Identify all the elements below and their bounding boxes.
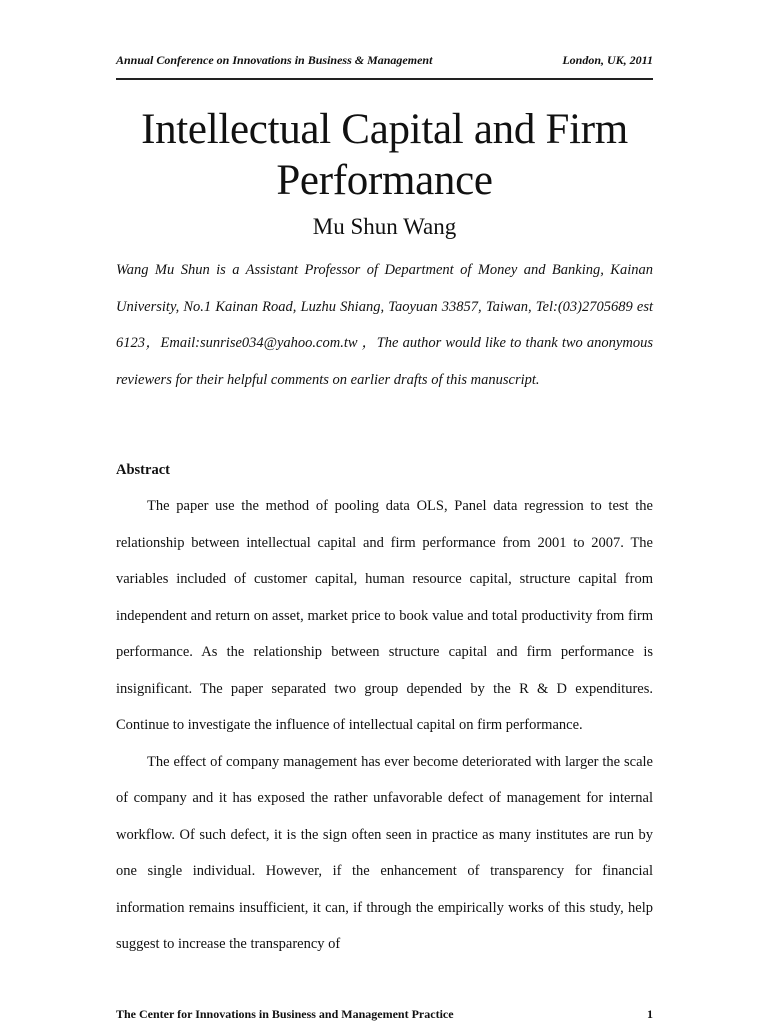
abstract-body: [116, 488, 653, 963]
author-affiliation-note: Wang Mu Shun is a Assistant Professor of Department of Money and Banking, Kainan University, No.1 Kainan Road, Luzhu Shiang, Taoyuan 33857, Taiwan, Tel:(03)2705689 est 6123，Email:sunrise034@yahoo.com.tw ，The author would like to thank two anonymous reviewers for their helpful comments on earlier drafts of this manuscript.: [116, 262, 653, 388]
running-header: [116, 52, 653, 68]
running-footer: [116, 1006, 653, 1022]
page-number: 1: [647, 1007, 653, 1021]
footer-organization: The Center for Innovations in Business and Management Practice: [116, 1007, 454, 1021]
conference-name: Annual Conference on Innovations in Business & Management: [116, 53, 433, 67]
author-name: Mu Shun Wang: [312, 214, 457, 239]
header-rule: [116, 78, 653, 80]
conference-location: London, UK, 2011: [562, 53, 653, 67]
abstract-heading: Abstract: [116, 462, 170, 478]
paper-page: [116, 0, 653, 1024]
abstract-paragraph: The effect of company management has ever become deteriorated with larger the scale of company and it has exposed the rather unfavorable defect of management for internal workflow. Of such defect, it is the sign often seen in practice as many institutes are run by one single individual. However, if the enhancement of transparency for financial information remains insufficient, it can, if through the empirically works of this study, help suggest to increase the transparency of: [116, 753, 653, 952]
paper-title: Intellectual Capital and Firm Performance: [141, 106, 628, 204]
abstract-paragraph: The paper use the method of pooling data OLS, Panel data regression to test the relationship between intellectual capital and firm performance from 2001 to 2007. The variables included of customer capital, human resource capital, structure capital from independent and return on asset, market price to book value and total productivity from firm performance. As the relationship between structure capital and firm performance is insignificant. The paper separated two group depended by the R & D expenditures. Continue to investigate the influence of intellectual capital on firm performance.: [116, 498, 653, 733]
